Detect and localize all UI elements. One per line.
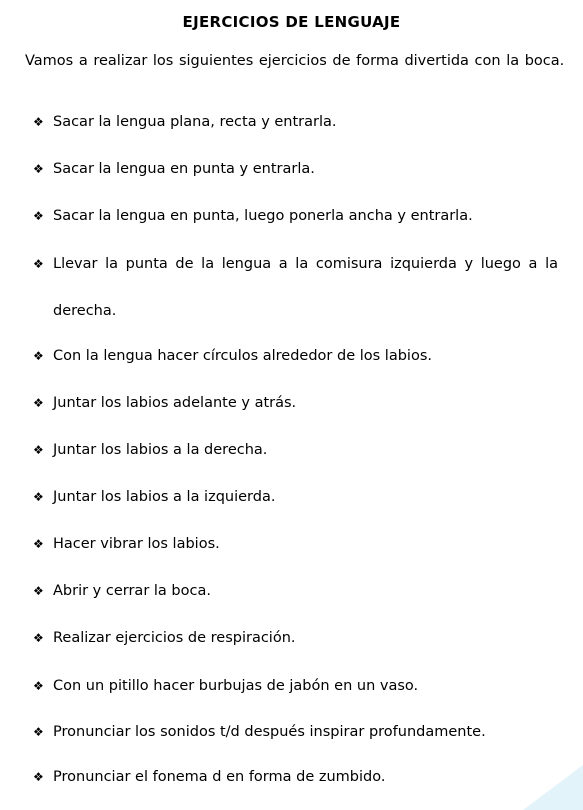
list-item-text: Sacar la lengua en punta y entrarla. — [53, 161, 315, 177]
list-item — [33, 240, 558, 288]
list-item — [33, 145, 558, 193]
list-item — [33, 426, 558, 474]
list-item-text: Llevar la punta de la lengua a la comisura izquierda y luego a la — [53, 256, 558, 272]
corner-decoration-shape — [523, 765, 583, 810]
diamond-bullet-icon: ❖ — [33, 537, 44, 551]
list-item — [33, 379, 558, 427]
diamond-bullet-icon: ❖ — [33, 725, 44, 739]
diamond-bullet-icon: ❖ — [33, 679, 44, 693]
list-item-text: Sacar la lengua plana, recta y entrarla. — [53, 114, 337, 130]
list-item — [33, 567, 558, 615]
list-item-text: Realizar ejercicios de respiración. — [53, 630, 296, 646]
list-item-text: Juntar los labios adelante y atrás. — [53, 395, 297, 411]
diamond-bullet-icon: ❖ — [33, 209, 44, 223]
list-item-text: Pronunciar los sonidos t/d después inspirar profundamente. — [53, 724, 486, 740]
document-title: EJERCICIOS DE LENGUAJE — [182, 13, 401, 31]
list-item-text: Juntar los labios a la derecha. — [53, 442, 268, 458]
list-item-text: Con la lengua hacer círculos alrededor de los labios. — [53, 348, 432, 364]
diamond-bullet-icon: ❖ — [33, 257, 44, 271]
diamond-bullet-icon: ❖ — [33, 162, 44, 176]
diamond-bullet-icon: ❖ — [33, 770, 44, 784]
list-item — [33, 708, 558, 756]
list-item — [33, 753, 558, 801]
diamond-bullet-icon: ❖ — [33, 115, 44, 129]
list-item-text: Juntar los labios a la izquierda. — [53, 489, 276, 505]
diamond-bullet-icon: ❖ — [33, 396, 44, 410]
diamond-bullet-icon: ❖ — [33, 584, 44, 598]
list-item — [33, 332, 558, 380]
list-item — [33, 662, 558, 710]
list-item-text: Pronunciar el fonema d en forma de zumbido. — [53, 769, 386, 785]
list-item-text: Con un pitillo hacer burbujas de jabón en un vaso. — [53, 678, 419, 694]
list-item-continuation — [33, 287, 558, 335]
list-item-text: Hacer vibrar los labios. — [53, 536, 220, 552]
list-item — [33, 192, 558, 240]
list-item — [33, 520, 558, 568]
intro-paragraph: Vamos a realizar los siguientes ejercicios de forma divertida con la boca. — [25, 53, 565, 69]
list-item-continuation-text: derecha. — [53, 303, 117, 319]
diamond-bullet-icon: ❖ — [33, 349, 44, 363]
diamond-bullet-icon: ❖ — [33, 443, 44, 457]
list-item-text: Sacar la lengua en punta, luego ponerla ancha y entrarla. — [53, 208, 473, 224]
diamond-bullet-icon: ❖ — [33, 490, 44, 504]
list-item — [33, 473, 558, 521]
diamond-bullet-icon: ❖ — [33, 631, 44, 645]
list-item — [33, 614, 558, 662]
list-item-text: Abrir y cerrar la boca. — [53, 583, 211, 599]
corner-decoration — [523, 755, 583, 810]
list-item — [33, 98, 558, 146]
